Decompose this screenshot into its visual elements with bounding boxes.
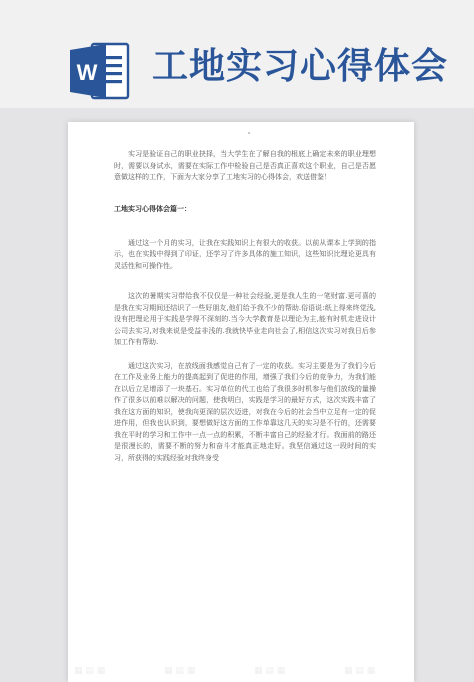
document-page: [68, 122, 414, 682]
page-marker: [248, 132, 250, 134]
section-heading: 工地实习心得体会篇一：: [114, 204, 191, 213]
word-icon-letter: W: [76, 60, 98, 85]
document-body: [114, 149, 376, 464]
body-paragraph-1: 通过这一个月的实习，让我在实践知识上有很大的收获。以前从课本上学到的指示，也在实践中得到了印证，还学习了许多具体的施工知识，这些知识比理论更具有灵活性和可操作性。: [114, 238, 376, 270]
word-icon: [68, 42, 130, 100]
intro-paragraph: 实习是验证自己的职业抉择，当大学生在了解自我的根底上确定未来的职业理想时，需要以身试水，需要在实际工作中检验自己是否真正喜欢这个职业，自己是否愿意做这样的工作，下面为大家分享了工地实习的心得体会，欢送借鉴！: [114, 150, 376, 181]
watermark-strip: ▦ ▤ ▦ ▦ ▤ ▦ ▦ ▤ ▦ ▦ ▤ ▦: [74, 666, 376, 676]
body-paragraph-3: 通过这次实习，在放线面我感觉自己有了一定的收获。实习主要是为了我们今后在工作及业务上能力的提高起到了促进的作用，增强了我们今后的竞争力，为我们能在以后立足增添了一块基石。实习单位的代工也给了我很多时机参与他们放线的量操作了很多以前难以解决的问题，使我明白，实践是学习的最好方式，这次实践丰富了我在这方面的知识，使我向更深的层次迈进，对我在今后的社会当中立足有一定的促进作用，但我也认识到，要想做好这方面的工作单靠这几天的实习是不行的，还需要我在平时的学习和工作中一点一点的积累，不断丰富自己的经验才行。我面前的路还是很漫长的，需要不断的努力和奋斗才能真正地走好。我坚信通过这一段时间的实习，所获得的实践经验对我终身受: [114, 361, 376, 462]
header-banner: [0, 0, 474, 108]
page-title: 工地实习心得体会: [152, 46, 449, 87]
body-paragraph-2: 这次的暑期实习带给我不仅仅是一种社会经验,更是我人生的一笔财富.更可喜的是我在实习期间还结识了一些好朋友,他们给予我不少的帮助.俗语说:纸上得来终觉浅,没有把理论用于实践是学得不深刻的.当今大学教育是以理论为主,能有时机走进设计公司去实习,对我来说是受益非浅的.我就快毕业走向社会了,相信这次实习对我日后参加工作有帮助.: [114, 292, 376, 346]
